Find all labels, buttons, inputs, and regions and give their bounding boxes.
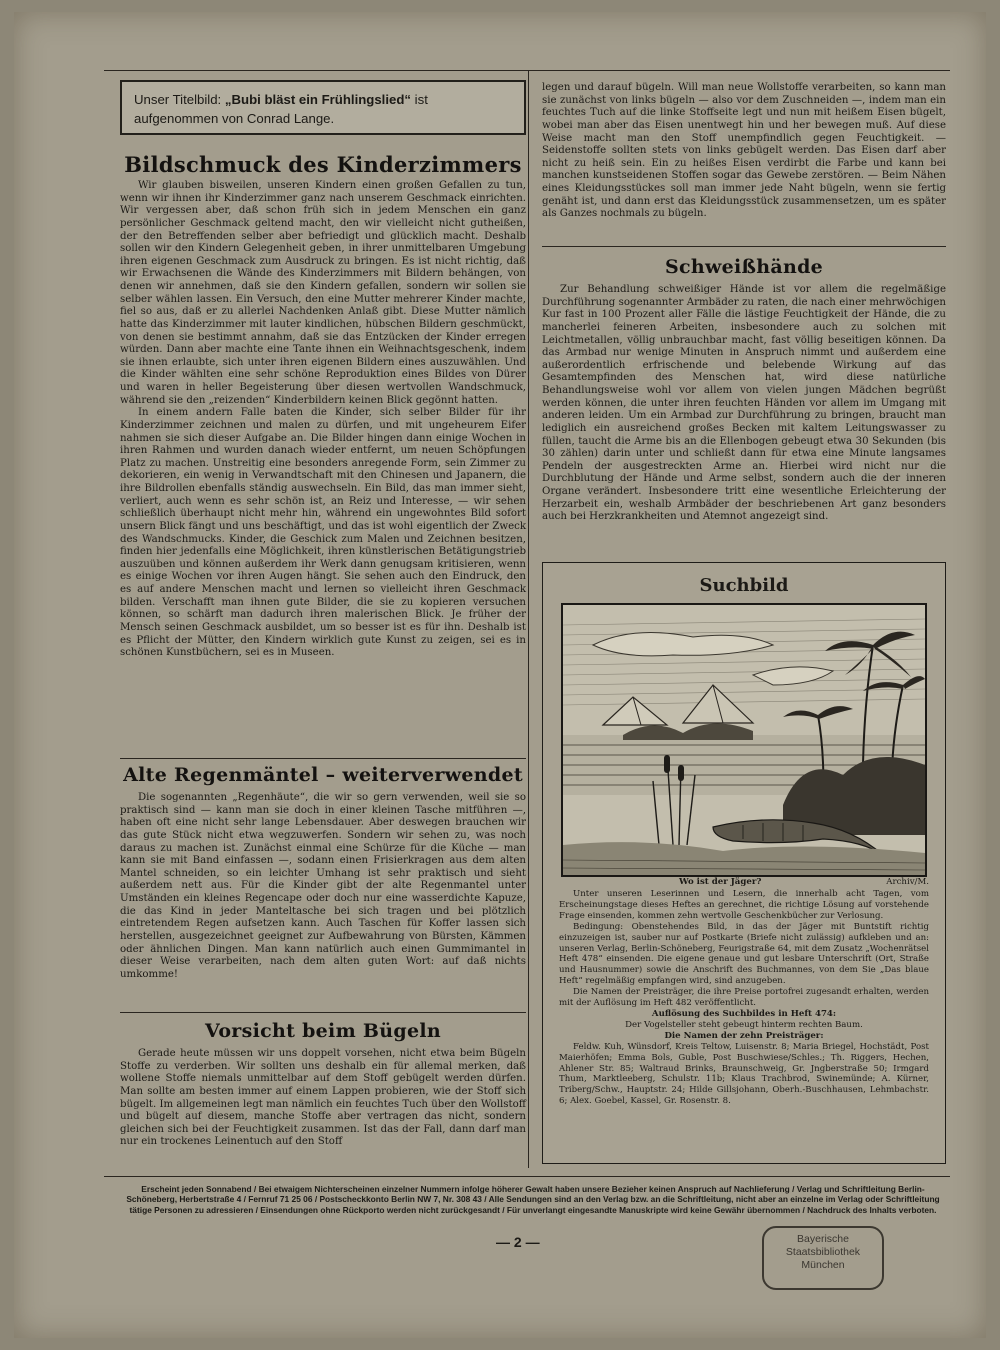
suchbild-title: Suchbild [699, 575, 789, 596]
paragraph: legen und darauf bügeln. Will man neue Wollstoffe verarbeiten, so kann man sie zunächst von links bügeln — also vor dem Zuschneiden —, indem man ein feuchtes Tuch auf die linke Stoffseite legt und nun mit heißem Eisen bügelt, wobei man aber das Eisen unentwegt hin und her bewegen muß. Auf diese Weise macht man den Stoff unempfindlich gegen Feuchtigkeit. — Seidenstoffe sollten stets von links gebügelt werden. Das Eisen darf aber nicht zu heiß sein. Ein zu heißes Eisen verdirbt die Farbe und kann bei manchen kunstseidenen Stoffen sogar das Gewebe zerstören. — Beim Nähen eines Kleidungsstückes soll man immer jede Naht bügeln, wenn sie fertig genäht ist, und dann erst das Kleidungsstück zusammensetzen, um es später als Ganzes nochmals zu bügeln. [542, 82, 946, 220]
imprint: Erscheint jeden Sonnabend / Bei etwaigem Nichterscheinen einzelner Nummern infolge höherer Gewalt haben unsere Bezieher keinen Anspruch auf Nachlieferung / Verlag und Schriftleitung Berlin-Schöneberg, Herbertstraße 4 / Fernruf 71 25 06 / Postscheckkonto Berlin NW 7, Nr. 308 43 / Alle Sendungen sind an den Verlag bzw. an die Schriftleitung, nicht aber an einzelne im Verlag oder Schriftleitung tätige Personen zu adressieren / Einsendungen ohne Rückporto werden nicht zurückgesandt / Für unverlangt eingesandte Manuskripte wird keine Gewähr übernommen / Nachdruck des Inhalts verboten. [126, 1184, 940, 1215]
article-schweisshaende [542, 284, 946, 524]
article-buegeln [120, 1048, 526, 1149]
caption-suffix: ist aufgenommen von Conrad Lange. [134, 92, 428, 126]
paragraph: Die sogenannten „Regenhäute“, die wir so gern verwenden, weil sie so praktisch sind — kann man sie doch in einer kleinen Tasche mitführen —, haben oft eine nicht sehr lange Lebensdauer. Aber deswegen brauchen wir das gute Stück nicht etwa wegzuwerfen. Sondern wir sehen zu, was noch daraus zu machen ist. Zunächst einmal eine Schürze für die Küche — man kann sie mit Band einfassen —, sodann einen Frisierkragen aus dem alten Mantel schneiden, so ein leichter Umhang ist sehr praktisch und sieht außerdem nett aus. Für die Kinder gibt der alte Regenmantel unter Umständen ein kleines Regencape oder doch nur eine wasserdichte Kapuze, die das Kind in jeder Manteltasche bei sich tragen und bei plötzlich eintretendem Regen aufsetzen kann. Auch Taschen für Koffer lassen sich herstellen, ausgezeichnet geeignet zur Aufbewahrung von Bürsten, Kämmen oder ähnlichen Dingen. Man kann natürlich auch einen Gummimantel in dieser Weise verarbeiten, nach dem alten guten Wort: auf daß nichts umkomme! [120, 792, 526, 980]
suchbild-solution: Der Vogelsteller steht gebeugt hinterm rechten Baum. [625, 1019, 863, 1030]
suchbild-illustration [561, 603, 927, 877]
title-photo-caption [120, 80, 526, 135]
paragraph: In einem andern Falle baten die Kinder, sich selber Bilder für ihr Kinderzimmer zeichnen und malen zu dürfen, und mit ungeheurem Eifer nahmen sie sich dieser Aufgabe an. Die Bilder hingen dann einige Wochen in ihren Rahmen und wurden danach wieder entfernt, um neuen Schöpfungen Platz zu machen. Unstreitig eine besonders anregende Form, sein Zimmer zu dekorieren, ein wenig in Verwandtschaft mit den Chinesen und Japanern, die ihre Bildrollen ebenfalls ständig auswechseln. Ein Bild, das man immer sieht, verliert, auch wenn es sehr schön ist, an Reiz und Interesse, — wir sehen schließlich überhaupt nicht mehr hin, während ein ungewohntes Bild sofort unsern Blick fängt und uns beschäftigt, und das ist wohl eigentlich der Zweck des Wandschmucks. Kinder, die Geschick zum Malen und Zeichnen besitzen, finden hier jedenfalls eine Möglichkeit, ihren künstlerischen Betätigungstrieb auszuüben und können außerdem ihr Werk dann genugsam kritisieren, wenn es einige Wochen vor ihren Augen hängt. Sie sehen auch den Eindruck, den es auf andere Menschen macht und lernen so vielleicht ihren Geschmack bilden. Verschafft man ihnen gute Bilder, die sie zu kopieren versuchen können, so schärft man dadurch ihren malerischen Blick. Je früher der Mensch seinen Geschmack ausbildet, um so besser ist es für ihn. Deshalb ist es Pflicht der Mütter, den Kindern wirklich gute Kunst zu zeigen, sei es in schönen Kunstbüchern, sei es in Museen. [120, 407, 526, 659]
section-rule [542, 246, 946, 247]
stamp-line: München [801, 1259, 845, 1271]
suchbild-box [542, 562, 946, 1164]
headline-regenmaentel: Alte Regenmäntel – weiterverwendet [123, 764, 523, 786]
suchbild-winners: Feldw. Kuh, Wünsdorf, Kreis Teltow, Luisenstr. 8; Maria Briegel, Hochstädt, Post Maierhöfen; Emma Bols, Guble, Post Buschwiese/Schles.; Th. Riggers, Hechen, Ahlener Str. 85; Waltraud Brinks, Braunschweig, Gr. Jngberstraße 50; Irmgard Thum, Marktleeberg, Schulstr. 11b; Klaus Trachbrod, Swinemünde; A. Kürner, Triberg/Schw., Hauptstr. 24; Hilde Gillsjohann, Oberh.-Buschhausen, Lehmbachstr. 6; Alex. Goebel, Kassel, Gr. Rosenstr. 8. [559, 1041, 929, 1107]
suchbild-text: Die Namen der Preisträger, die ihre Preise portofrei zugesandt erhalten, werden mit der Auflösung im Heft 482 veröffentlicht. [559, 987, 929, 1009]
stamp-line: Staatsbibliothek [785, 1246, 861, 1258]
paragraph: Zur Behandlung schweißiger Hände ist vor allem die regelmäßige Durchführung sogenannter Armbäder zu raten, die nach einer mehrwöchigen Kur fast in 100 Prozent aller Fälle die lästige Feuchtigkeit der Hände, die zu mancherlei feineren Arbeiten, insbesondere auch zu solchen mit Leichtmetallen, völlig unbrauchbar macht, fast völlig beseitigen können. Da das Armbad nur wenige Minuten in Anspruch nimmt und außerdem eine außerordentlich erfrischende und belebende Wirkung auf das Gesamtempfinden des Menschen hat, wird diese natürliche Behandlungsweise wohl vor allem von vielen jungen Mädchen begrüßt werden können, die unter ihren feuchten Händen vor allem im Umgang mit anderen leiden. Um ein Armbad zur Durchführung zu bringen, braucht man lediglich ein ausreichend großes Becken mit kaltem Leitungswasser zu füllen, taucht die Arme bis an die Ellenbogen gebeugt etwa 30 Sekunden (bis 30 zählen) darin unter und schließt dann für etwa eine Minute langsames Pendeln der ausgestreckten Arme an. Hierbei wird nicht nur die Durchblutung der Hände und Arme selbst, sondern auch die der inneren Organe verändert. Insbesondere tritt eine wesentliche Erleichterung der Herzarbeit ein, weshalb Armbäder der beschriebenen Art ganz besonders auch bei Herzkrankheiten und Atemnot angezeigt sind. [542, 284, 946, 523]
top-rule [104, 70, 950, 71]
suchbild-rules [559, 889, 929, 1107]
section-rule [120, 758, 526, 759]
caption-title: „Bubi bläst ein Frühlingslied“ [224, 92, 411, 107]
suchbild-credit: Archiv/M. [886, 877, 929, 887]
stamp-line: Bayerische [797, 1233, 849, 1245]
headline-buegeln: Vorsicht beim Bügeln [205, 1020, 441, 1042]
paragraph: Wir glauben bisweilen, unseren Kindern einen großen Gefallen zu tun, wenn wir ihnen ihr Kinderzimmer ganz nach unserem Geschmack einrichten. Wir vergessen aber, daß schon früh sich in jedem Menschen ein ganz persönlicher Geschmack geltend macht, den wir vielleicht nicht gutheißen, der den Betreffenden selber aber befriedigt und glücklich macht. Deshalb sollen wir den Kindern Gelegenheit geben, in ihrer unmittelbaren Umgebung ihren eigenen Geschmack zum Ausdruck zu bringen. Es ist nicht richtig, daß wir Erwachsenen die Wände des Kinderzimmers mit Bildern behängen, von denen wir annehmen, daß sie den Kindern gefallen, sondern wir sollen sie selber wählen lassen. Ein Versuch, den eine Mutter mehrerer Kinder machte, fiel so aus, daß er zu allerlei Nachdenken Anlaß gibt. Diese Mutter nämlich hatte das Kinderzimmer mit lauter kindlichen, hübschen Bildern geschmückt, von denen sie bestimmt annahm, daß sie das Entzücken der Kinder erregen würden. Dann aber machte eine Tante ihnen ein Weihnachtsgeschenk, indem sie ihnen erlaubte, sich unter ihren eigenen Bildern eines auszuwählen. Und die Kinder wählten eine sehr schöne Reproduktion eines Bildes von Dürer und waren in heller Begeisterung über diesen wertvollen Wandschmuck, während sie den „reizenden“ Kinderbildern keinen Blick gegönnt hatten. [120, 180, 526, 406]
suchbild-question: Wo ist der Jäger? [679, 877, 762, 887]
column-divider [528, 70, 529, 1168]
paragraph: Gerade heute müssen wir uns doppelt vorsehen, nicht etwa beim Bügeln Stoffe zu verderben. Wir sollten uns deshalb ein für allemal merken, daß wollene Stoffe niemals unmittelbar auf dem Stoff gebügelt werden dürfen. Man sollte am besten immer auf einem Lappen probieren, wie der Stoff sich bügelt. Im allgemeinen legt man nämlich ein feuchtes Tuch über den Wollstoff und bügelt auf diesem, manche Stoffe aber vertragen das nicht, sondern gleichen sich bei der Feuchtigkeit zusammen. Ist das der Fall, dann darf man nur ein trockenes Leinentuch auf den Stoff [120, 1048, 526, 1148]
article-regenmaentel [120, 792, 526, 981]
caption-prefix: Unser Titelbild: [134, 92, 225, 107]
suchbild-text: Bedingung: Obenstehendes Bild, in das der Jäger mit Buntstift richtig einzuzeigen ist, sauber nur auf Postkarte (Briefe nicht zulässig) aufkleben und an: unseren Verlag, Berlin-Schöneberg, Feurigstraße 64, mit dem Zusatz „Wochenrätsel Heft 478“ einsenden. Die eigene genaue und gut lesbare Unterschrift (Ort, Straße und Hausnummer) sowie die Anschrift des Buchmannes, von dem Sie „Das blaue Heft“ regelmäßig empfangen wird, sind anzugeben. [559, 921, 929, 987]
suchbild-solution-title: Auflösung des Suchbildes in Heft 474: [651, 1008, 837, 1019]
article-bildschmuck [120, 180, 526, 660]
page-number: — 2 — [496, 1234, 540, 1250]
article-buegeln-continued [542, 82, 946, 221]
headline-schweisshaende: Schweißhände [664, 256, 824, 278]
suchbild-text: Unter unseren Leserinnen und Lesern, die innerhalb acht Tagen, vom Erscheinungstage dieses Heftes an gerechnet, die richtige Lösung auf vorstehende Frage einsenden, kommen zehn wertvolle Geschenkbücher zur Verlosung. [559, 889, 929, 921]
headline-bildschmuck: Bildschmuck des Kinderzimmers [124, 152, 522, 177]
section-rule [120, 1012, 526, 1013]
footer-rule [104, 1176, 950, 1177]
library-stamp [762, 1226, 884, 1290]
suchbild-winners-title: Die Namen der zehn Preisträger: [664, 1030, 824, 1041]
